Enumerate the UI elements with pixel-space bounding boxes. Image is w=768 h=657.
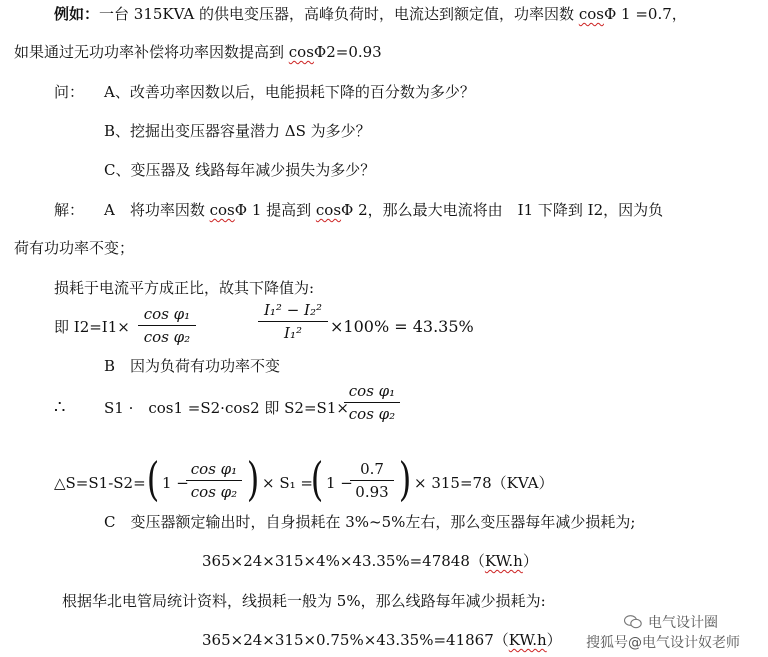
solution-b-line: B 因为负荷有功功率不变 (104, 357, 281, 375)
question-b: B、挖掘出变压器容量潜力 ΔS 为多少？ (104, 122, 371, 140)
i2-frac-num: cos φ₁ (143, 305, 191, 323)
wechat-icon (624, 615, 642, 629)
left-paren-2: ( (310, 452, 324, 506)
solution-a-mid: Φ 1 提高到 (234, 201, 316, 219)
example-line-2 (14, 42, 382, 62)
current-frac-den: I₁² (284, 324, 302, 342)
question-a: A、改善功率因数以后，电能损耗下降的百分数为多少？ (104, 83, 475, 101)
cos-word-4: cos (315, 201, 342, 219)
right-paren-2: ) (398, 452, 412, 506)
transformer-calculation (202, 551, 538, 571)
ds-one-minus-2: 1 − (326, 474, 353, 492)
question-label: 问： (54, 83, 85, 101)
solution-c-line: C 变压器额定输出时，自身损耗在 3%~5%左右，那么变压器每年减少损耗为; (104, 513, 636, 531)
solution-label: 解： (54, 201, 85, 219)
left-paren-1: ( (146, 452, 160, 506)
solution-a-pre: A 将功率因数 (104, 201, 210, 219)
question-c: C、变压器及 线路每年减少损失为多少？ (104, 161, 376, 179)
example-text-1: 一台 315KVA 的供电变压器，高峰负荷时，电流达到额定值，功率因数 (99, 5, 579, 23)
example-line-1 (54, 4, 687, 24)
grid-loss-line: 根据华北电管局统计资料，线损耗一般为 5%，那么线路每年减少损耗为: (62, 592, 546, 610)
s-frac-den: cos φ₂ (348, 405, 396, 423)
ds-frac-den: cos φ₂ (190, 483, 238, 501)
line-calculation (202, 630, 562, 650)
calc2-unit: KW.h (508, 631, 547, 649)
calc1-unit: KW.h (484, 552, 523, 570)
ds-times-s1: × S₁ = (262, 474, 313, 492)
s-equation: S1 · cos1 =S2·cos2 即 S2=S1× (104, 399, 349, 417)
i2-equation: 即 I2=I1× (54, 318, 130, 336)
current-frac-num: I₁² − I₂² (263, 301, 322, 319)
cos-word-3: cos (209, 201, 235, 219)
watermark-brand: 电气设计圈 (648, 615, 718, 631)
ds-result: × 315=78（KVA） (414, 474, 554, 492)
cos-word-2: cos (288, 43, 314, 61)
i2-cos-fraction (138, 303, 196, 348)
phi-2: Φ2=0.93 (313, 43, 382, 61)
ds-num-2: 0.7 (360, 460, 384, 478)
example-prefix: 例如： (54, 5, 100, 23)
s-fraction (344, 380, 400, 425)
watermark-source: 搜狐号@电气设计奴老师 (586, 635, 740, 651)
right-paren-1: ) (246, 452, 260, 506)
ds-one-minus-1: 1 − (162, 474, 189, 492)
ds-number-fraction (350, 458, 394, 503)
loss-text: 损耗于电流平方成正比，故其下降值为: (54, 279, 315, 297)
ds-frac-num: cos φ₁ (190, 460, 238, 478)
ds-den-2: 0.93 (355, 483, 389, 501)
solution-a-line-2: 荷有功功率不变； (14, 239, 135, 257)
ds-cos-fraction (186, 458, 242, 503)
example-text-2: 如果通过无功功率补偿将功率因数提高到 (14, 43, 289, 61)
calc2-text: 365×24×315×0.75%×43.35%=41867（ (202, 631, 509, 649)
solution-a-line-1 (104, 200, 663, 220)
delta-s-prefix: △S=S1-S2= (54, 474, 146, 492)
therefore-symbol: ∴ (54, 397, 66, 418)
current-fraction (258, 299, 328, 344)
calc2-close: ） (546, 631, 562, 649)
calc1-text: 365×24×315×4%×43.35%=47848（ (202, 552, 485, 570)
phi-1: Φ 1 =0.7， (603, 5, 687, 23)
calc1-close: ） (522, 552, 538, 570)
cos-word-1: cos (578, 5, 604, 23)
s-frac-num: cos φ₁ (348, 382, 396, 400)
current-result: ×100% = 43.35% (330, 317, 474, 336)
solution-a-post: Φ 2，那么最大电流将由 I1 下降到 I2，因为负 (341, 201, 664, 219)
i2-frac-den: cos φ₂ (143, 328, 191, 346)
